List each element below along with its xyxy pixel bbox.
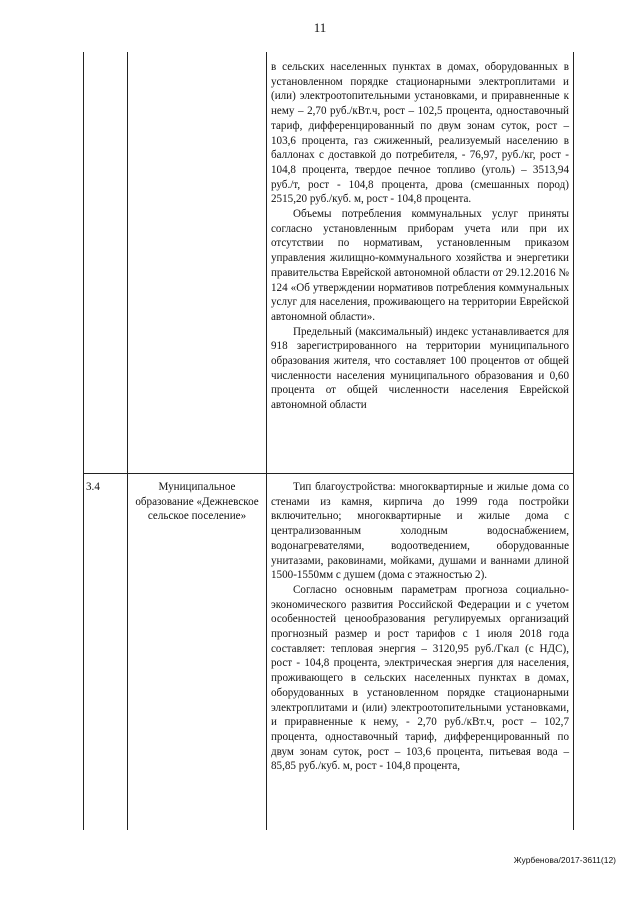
row-2-number: 3.4 [86, 481, 100, 493]
row-2-paragraph-2: Согласно основным параметрам прогноза социально-экономического развития Российской Федерации и с учетом особенностей ценообразования регулируемых организаций прогнозный размер и рост тарифов с 1 июля 2018 года составляет: тепловая энергия – 3120,95 руб./Гкал (с НДС), рост - 104,8 процента, электрическая энергия для населения, проживающего в сельских населенных пунктах в домах, оборудованных в установленном порядке стационарными электроплитами и (или) электроотопительными установками, и приравненные к нему, - 2,70 руб./кВт.ч, рост – 102,7 процента, одноставочный тариф, дифференцированный по двум зонам суток, рост – 103,6 процента, питьевая вода – 85,85 руб./куб. м, рост - 104,8 процента, [271, 583, 569, 773]
table-column-divider-1 [127, 52, 128, 830]
table-border-left [83, 52, 84, 830]
table-row-divider [83, 473, 574, 474]
row-1-description-cell [271, 60, 569, 413]
row-2-paragraph-1: Тип благоустройства: многоквартирные и жилые дома со стенами из камня, кирпича до 1999 года постройки включительно; многоквартирные и жилые дома с централизованным холодным водоснабжением, водонагревателями, водоотведением, оборудованные унитазами, раковинами, мойками, душами и ваннами длиной 1500-1550мм с душем (дома с этажностью 2). [271, 481, 569, 582]
row-1-paragraph-3: Предельный (максимальный) индекс устанавливается для 918 зарегистрированного на территории муниципального образования жителя, что составляет 100 процентов от общей численности населения муниципального образования и 0,60 процента от общей численности населения Еврейской автономной области [271, 325, 569, 412]
page-number: 11 [313, 20, 327, 35]
table-column-divider-2 [266, 52, 267, 830]
document-footer-code: Журбенова/2017-3611(12) [513, 855, 616, 865]
row-1-paragraph-1: в сельских населенных пунктах в домах, оборудованных в установленном порядке стационарными электроплитами и (или) электроотопительными установками, и приравненные к нему – 2,70 руб./кВт.ч, рост – 102,5 процента, одноставочный тариф, дифференцированный по двум зонам суток, рост – 103,6 процента, газ сжиженный, реализуемый населению в баллонах с доставкой до потребителя, - 76,97, руб./кг, рост - 104,8 процента, твердое печное топливо (уголь) – 3513,94 руб./т, рост - 104,8 процента, дрова (смешанных пород) 2515,20 руб./куб. м, рост - 104,8 процента. [271, 61, 569, 206]
row-2-municipality-name: Муниципальное образование «Дежневское сельское поселение» [135, 481, 259, 523]
row-2-description-cell [271, 480, 569, 774]
table-border-right [573, 52, 574, 830]
row-1-paragraph-2: Объемы потребления коммунальных услуг приняты согласно установленным приборам учета или при их отсутствии по нормативам, установленным приказом управления жилищно-коммунального хозяйства и энергетики правительства Еврейской автономной области от 29.12.2016 № 124 «Об утверждении нормативов потребления коммунальных услуг для населения, проживающего на территории Еврейской автономной области». [271, 208, 569, 323]
tariff-table [83, 52, 574, 830]
